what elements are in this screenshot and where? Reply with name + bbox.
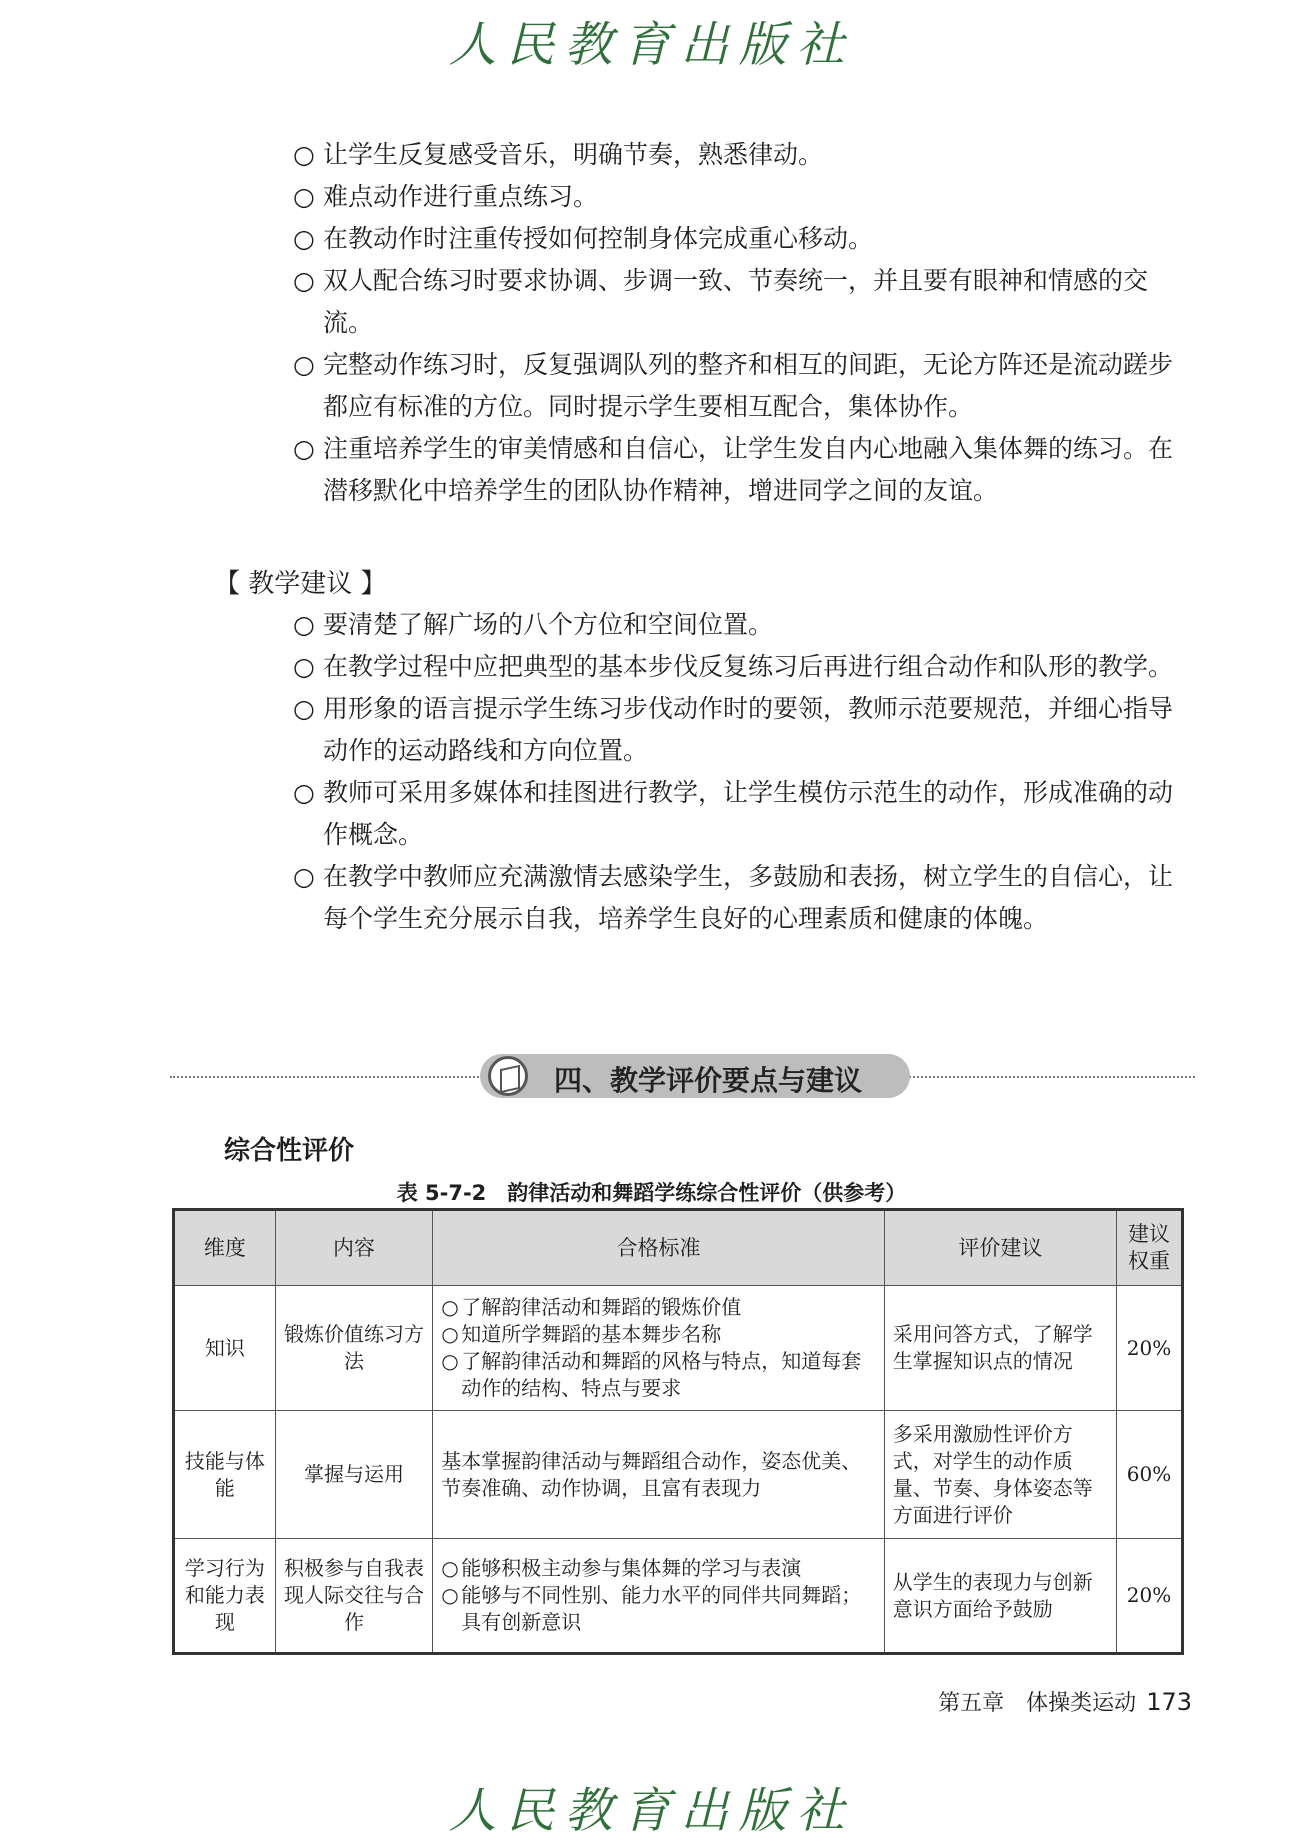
section-header-bar — [170, 1054, 1195, 1100]
list-item: ○ 难点动作进行重点练习。 — [293, 176, 1193, 218]
standard-item: ○ 了解韵律活动和舞蹈的风格与特点，知道每套动作的结构、特点与要求 — [441, 1348, 875, 1402]
standard-item: ○ 知道所学舞蹈的基本舞步名称 — [441, 1321, 875, 1348]
publisher-logo-top: 人民教育出版社 — [448, 17, 855, 73]
dimension-cell: 知识 — [174, 1286, 276, 1411]
column-header: 评价建议 — [884, 1210, 1116, 1286]
table-header-row — [174, 1210, 1183, 1286]
weight-cell: 20% — [1116, 1286, 1182, 1411]
list-item: ○ 注重培养学生的审美情感和自信心，让学生发自内心地融入集体舞的练习。在潜移默化中培养学生的团队协作精神，增进同学之间的友谊。 — [293, 428, 1193, 512]
standard-item: ○ 了解韵律活动和舞蹈的锻炼价值 — [441, 1294, 875, 1321]
weight-cell: 60% — [1116, 1411, 1182, 1539]
dimension-cell: 技能与体能 — [174, 1411, 276, 1539]
content-cell: 掌握与运用 — [275, 1411, 433, 1539]
list-item: ○ 让学生反复感受音乐，明确节奏，熟悉律动。 — [293, 134, 1193, 176]
section-title: 四、教学评价要点与建议 — [554, 1064, 863, 1097]
standard-cell: 基本掌握韵律活动与舞蹈组合动作，姿态优美、节奏准确、动作协调，且富有表现力 — [433, 1411, 884, 1539]
table-row — [174, 1539, 1183, 1654]
list-item: ○ 双人配合练习时要求协调、步调一致、节奏统一，并且要有眼神和情感的交流。 — [293, 260, 1193, 344]
content-cell: 锻炼价值练习方法 — [275, 1286, 433, 1411]
book-icon — [488, 1056, 528, 1096]
dotted-divider — [900, 1076, 1195, 1078]
page-footer — [938, 1686, 1192, 1717]
column-header: 维度 — [174, 1210, 276, 1286]
table-row — [174, 1286, 1183, 1411]
teaching-suggestion-list — [293, 604, 1193, 940]
standard-cell — [433, 1539, 884, 1654]
standard-item: ○ 能够与不同性别、能力水平的同伴共同舞蹈；具有创新意识 — [441, 1582, 875, 1636]
list-item: ○ 在教学中教师应充满激情去感染学生，多鼓励和表扬，树立学生的自信心，让每个学生充分展示自我，培养学生良好的心理素质和健康的体魄。 — [293, 856, 1193, 940]
advice-cell: 从学生的表现力与创新意识方面给予鼓励 — [884, 1539, 1116, 1654]
subheading: 综合性评价 — [224, 1136, 355, 1166]
column-header: 内容 — [275, 1210, 433, 1286]
table-caption: 表 5-7-2 韵律活动和舞蹈学练综合性评价（供参考） — [396, 1181, 907, 1205]
dimension-cell: 学习行为和能力表现 — [174, 1539, 276, 1654]
evaluation-table — [172, 1208, 1184, 1655]
list-item: ○ 要清楚了解广场的八个方位和空间位置。 — [293, 604, 1193, 646]
list-item: ○ 在教学过程中应把典型的基本步伐反复练习后再进行组合动作和队形的教学。 — [293, 646, 1193, 688]
list-item: ○ 教师可采用多媒体和挂图进行教学，让学生模仿示范生的动作，形成准确的动作概念。 — [293, 772, 1193, 856]
publisher-logo-bottom: 人民教育出版社 — [448, 1783, 855, 1839]
page-number: 173 — [1146, 1688, 1192, 1716]
table-row — [174, 1411, 1183, 1539]
dotted-divider — [170, 1076, 490, 1078]
column-header: 建议权重 — [1116, 1210, 1182, 1286]
teaching-suggestion-heading: 【 教学建议 】 — [214, 569, 387, 599]
practice-notes-list — [293, 134, 1193, 512]
list-item: ○ 用形象的语言提示学生练习步伐动作时的要领，教师示范要规范，并细心指导动作的运动路线和方向位置。 — [293, 688, 1193, 772]
list-item: ○ 完整动作练习时，反复强调队列的整齐和相互的间距，无论方阵还是流动蹉步都应有标准的方位。同时提示学生要相互配合，集体协作。 — [293, 344, 1193, 428]
standard-cell — [433, 1286, 884, 1411]
content-cell: 积极参与自我表现人际交往与合作 — [275, 1539, 433, 1654]
advice-cell: 采用问答方式，了解学生掌握知识点的情况 — [884, 1286, 1116, 1411]
list-item: ○ 在教动作时注重传授如何控制身体完成重心移动。 — [293, 218, 1193, 260]
standard-item: ○ 能够积极主动参与集体舞的学习与表演 — [441, 1555, 875, 1582]
chapter-label: 第五章 体操类运动 — [938, 1691, 1137, 1716]
advice-cell: 多采用激励性评价方式，对学生的动作质量、节奏、身体姿态等方面进行评价 — [884, 1411, 1116, 1539]
column-header: 合格标准 — [433, 1210, 884, 1286]
weight-cell: 20% — [1116, 1539, 1182, 1654]
